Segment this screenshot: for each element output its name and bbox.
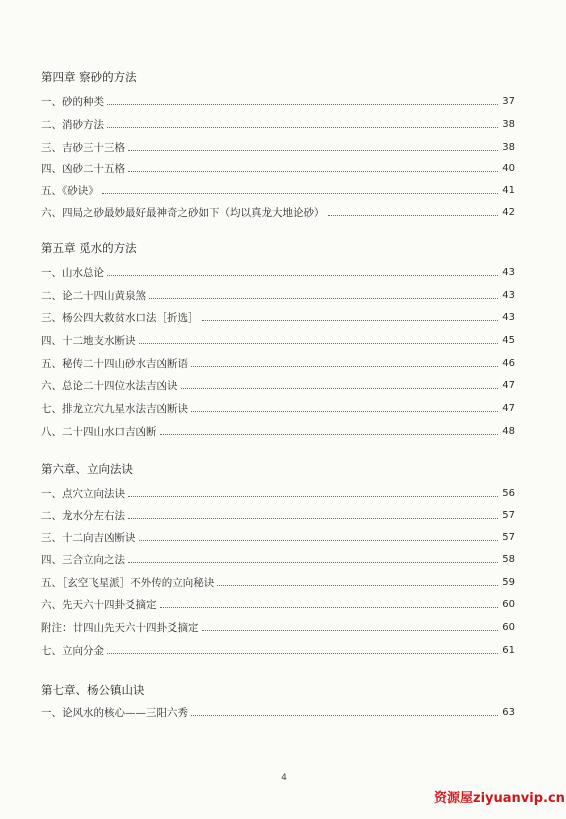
entry-page: 42 xyxy=(502,207,515,218)
entry-text: 一、论风水的核心——三阳六秀 xyxy=(41,707,188,719)
entry-page: 47 xyxy=(502,403,515,414)
entry-page: 61 xyxy=(502,645,515,656)
entry-page: 40 xyxy=(502,163,515,174)
toc-entry xyxy=(41,161,515,177)
dot-leader xyxy=(328,215,499,216)
entry-page: 43 xyxy=(502,312,515,323)
dot-leader xyxy=(202,630,499,631)
entry-text: 三、吉砂三十三格 xyxy=(41,142,125,154)
dot-leader xyxy=(160,434,499,435)
entry-text: 三、十二向吉凶断诀 xyxy=(41,532,136,544)
dot-leader xyxy=(107,653,498,654)
toc-entry xyxy=(41,620,515,636)
entry-text: 七、立向分金 xyxy=(41,645,104,657)
dot-leader xyxy=(107,127,498,128)
entry-page: 57 xyxy=(502,510,515,521)
dot-leader xyxy=(181,388,499,389)
entry-page: 57 xyxy=(502,532,515,543)
entry-page: 41 xyxy=(502,185,515,196)
entry-page: 38 xyxy=(502,142,515,153)
entry-page: 60 xyxy=(502,622,515,633)
entry-text: 七、排龙立穴九星水法吉凶断诀 xyxy=(41,403,188,415)
chapter-title: 第五章 觅水的方法 xyxy=(41,241,137,255)
toc-entry xyxy=(41,265,515,281)
chapter-title: 第四章 察砂的方法 xyxy=(41,70,137,84)
entry-page: 60 xyxy=(502,599,515,610)
entry-page: 46 xyxy=(502,358,515,369)
entry-text: 二、龙水分左右法 xyxy=(41,510,125,522)
entry-text: 五、［玄空飞星派］不外传的立向秘诀 xyxy=(41,577,215,589)
entry-text: 六、先天六十四卦爻摘定 xyxy=(41,599,157,611)
dot-leader xyxy=(191,366,498,367)
dot-leader xyxy=(202,320,499,321)
entry-text: 三、杨公四大救贫水口法［折选］ xyxy=(41,312,199,324)
toc-entry xyxy=(41,705,515,721)
dot-leader xyxy=(217,585,498,586)
toc-entry xyxy=(41,552,515,568)
dot-leader xyxy=(139,540,499,541)
watermark: 资源屋ziyuanvip.cn xyxy=(434,791,565,806)
entry-text: 二、消砂方法 xyxy=(41,119,104,131)
entry-page: 47 xyxy=(502,380,515,391)
toc-entry xyxy=(41,424,515,440)
entry-page: 37 xyxy=(502,96,515,107)
dot-leader xyxy=(191,715,498,716)
dot-leader xyxy=(160,607,499,608)
toc-entry xyxy=(41,356,515,372)
entry-page: 38 xyxy=(502,119,515,130)
entry-text: 一、砂的种类 xyxy=(41,96,104,108)
toc-entry xyxy=(41,94,515,110)
dot-leader xyxy=(102,193,498,194)
dot-leader xyxy=(128,171,498,172)
entry-page: 45 xyxy=(502,335,515,346)
chapter-title: 第六章、立向法诀 xyxy=(41,462,133,476)
entry-text: 五、《砂诀》 xyxy=(41,185,99,197)
toc-entry xyxy=(41,183,515,199)
entry-page: 48 xyxy=(502,426,515,437)
chapter-title: 第七章、杨公镇山诀 xyxy=(41,683,145,697)
page-number: 4 xyxy=(281,773,287,783)
toc-entry xyxy=(41,117,515,133)
entry-text: 六、四局之砂最妙最好最神奇之砂如下（均以真龙大地论砂） xyxy=(41,207,325,219)
toc-entry xyxy=(41,205,515,221)
entry-page: 43 xyxy=(502,267,515,278)
entry-page: 58 xyxy=(502,554,515,565)
toc-entry xyxy=(41,333,515,349)
toc-entry xyxy=(41,378,515,394)
entry-page: 43 xyxy=(502,290,515,301)
entry-text: 四、凶砂二十五格 xyxy=(41,163,125,175)
toc-entry xyxy=(41,575,515,591)
entry-text: 二、论二十四山黄泉煞 xyxy=(41,290,146,302)
entry-page: 56 xyxy=(502,488,515,499)
toc-entry xyxy=(41,597,515,613)
toc-entry xyxy=(41,310,515,326)
entry-text: 四、十二地支水断诀 xyxy=(41,335,136,347)
entry-text: 四、三合立向之法 xyxy=(41,554,125,566)
toc-entry xyxy=(41,401,515,417)
entry-text: 一、山水总论 xyxy=(41,267,104,279)
dot-leader xyxy=(107,275,498,276)
dot-leader xyxy=(128,496,498,497)
toc-entry xyxy=(41,530,515,546)
entry-text: 一、点穴立向法诀 xyxy=(41,488,125,500)
toc-entry xyxy=(41,643,515,659)
dot-leader xyxy=(191,411,498,412)
entry-text: 八、二十四山水口吉凶断 xyxy=(41,426,157,438)
dot-leader xyxy=(128,150,498,151)
toc-entry xyxy=(41,140,515,156)
entry-text: 五、秘传二十四山砂水吉凶断语 xyxy=(41,358,188,370)
dot-leader xyxy=(107,104,498,105)
dot-leader xyxy=(139,343,499,344)
dot-leader xyxy=(128,562,498,563)
toc-entry xyxy=(41,486,515,502)
dot-leader xyxy=(149,298,498,299)
entry-page: 59 xyxy=(502,577,515,588)
toc-entry xyxy=(41,508,515,524)
entry-page: 63 xyxy=(502,707,515,718)
toc-entry xyxy=(41,288,515,304)
entry-text: 六、总论二十四位水法吉凶诀 xyxy=(41,380,178,392)
dot-leader xyxy=(128,518,498,519)
entry-text: 附注：廿四山先天六十四卦爻摘定 xyxy=(41,622,199,634)
